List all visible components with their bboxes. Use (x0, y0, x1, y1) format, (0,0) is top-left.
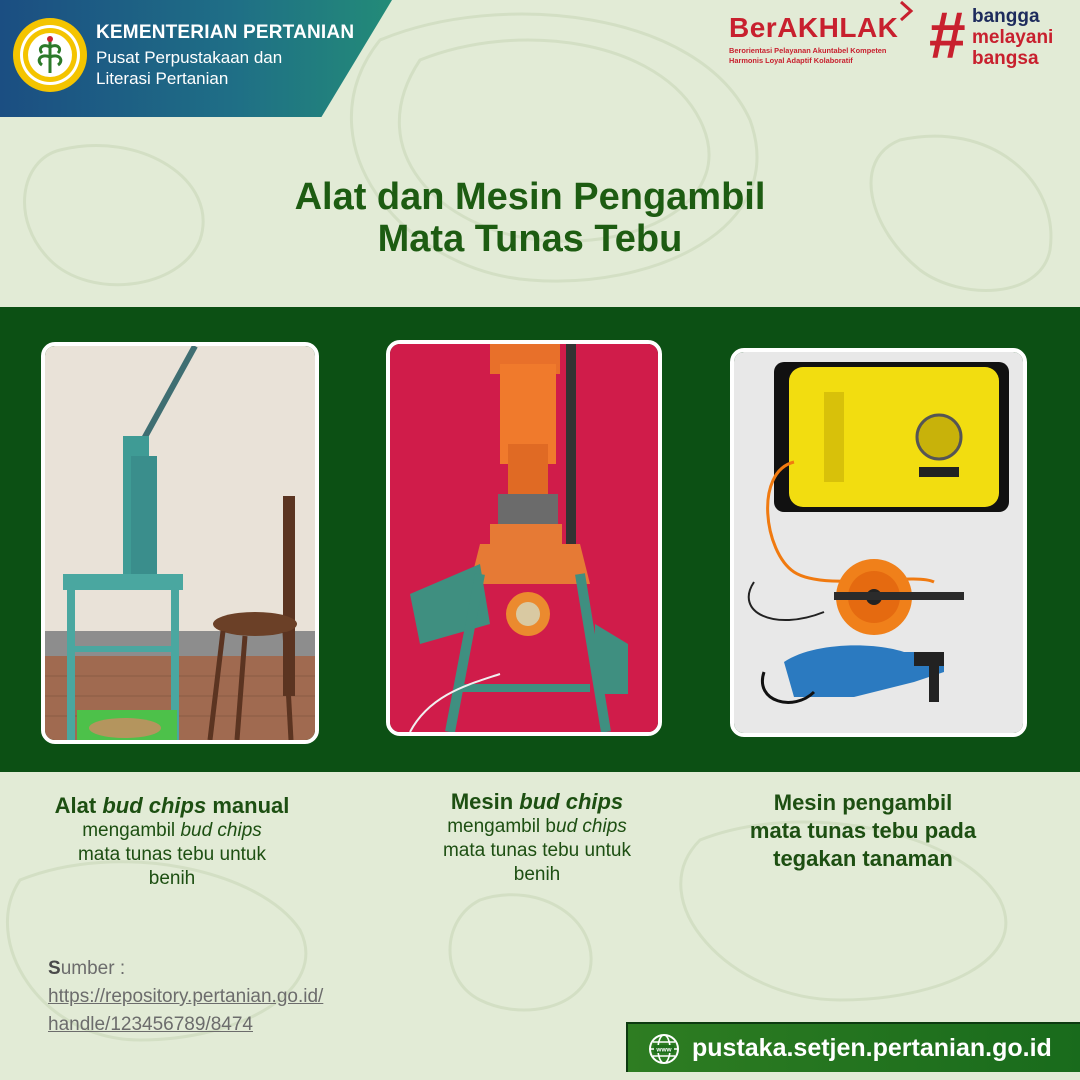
page-title-line-2: Mata Tunas Tebu (377, 218, 683, 260)
caption-heading-line: mata tunas tebu pada (749, 818, 977, 843)
caption-heading-line: tegakan tanaman (773, 846, 953, 871)
caption-manual-bud-chips (34, 793, 310, 891)
caption-heading-line: Mesin pengambil (773, 790, 953, 815)
page-title (0, 176, 1060, 260)
caption-body-line: benih (148, 868, 196, 889)
berakhlak-logo: BerAKHLAK (729, 12, 899, 43)
caption-heading-part: Alat (54, 793, 103, 818)
source-link[interactable] (48, 983, 428, 1039)
caption-body-italic: bud chips (180, 820, 262, 841)
caption-bud-chips-machine (400, 789, 674, 887)
caption-body-part: mengambil (82, 820, 181, 841)
source-link-line-2[interactable]: handle/123456789/8474 (48, 1014, 253, 1035)
source-label-initial: S (48, 958, 61, 979)
caption-heading (400, 789, 674, 815)
page-title-line-1: Alat dan Mesin Pengambil (294, 176, 766, 218)
ministry-subtitle: Pusat Perpustakaan dan Literasi Pertanian (96, 48, 283, 88)
caption-body-line: benih (513, 864, 561, 885)
berakhlak-tagline-line-2: Harmonis Loyal Adaptif Kolaboratif (729, 56, 853, 65)
manual-bud-chip-press-photo (41, 342, 319, 744)
caption-body (34, 819, 310, 891)
caption-body-line: mata tunas tebu untuk (77, 844, 266, 865)
berakhlak-tagline (729, 46, 919, 66)
caption-body-line: mata tunas tebu untuk (442, 840, 631, 861)
website-url-bar[interactable] (626, 1022, 1080, 1072)
caption-heading-part: manual (206, 793, 290, 818)
caption-standing-crop-machine (718, 789, 1008, 873)
bangsa-text: bangsa (972, 48, 1039, 69)
bud-chip-machine-photo (386, 340, 662, 736)
svg-text:www: www (656, 1046, 672, 1054)
berakhlak-tagline-line-1: Berorientasi Pelayanan Akuntabel Kompeten (729, 46, 887, 55)
caption-body (400, 815, 674, 887)
chevron-right-icon (897, 0, 917, 22)
website-url[interactable]: pustaka.setjen.pertanian.go.id (692, 1034, 1052, 1062)
caption-heading-italic: bud chips (519, 789, 624, 814)
bangga-melayani-bangsa-logo (972, 6, 1072, 69)
generator-and-drill-photo (730, 348, 1027, 737)
caption-heading (34, 793, 310, 819)
caption-body-line (34, 819, 310, 843)
caption-heading-part: Mesin (450, 789, 520, 814)
source-label-rest: umber : (60, 958, 126, 979)
source-link-line-1[interactable]: https://repository.pertanian.go.id/ (48, 986, 324, 1007)
caption-heading-italic: bud chips (102, 793, 207, 818)
hashtag-icon: # (928, 0, 965, 72)
ministry-logo-icon (12, 17, 88, 93)
melayani-text: melayani (972, 27, 1054, 48)
source-block (48, 955, 428, 1039)
caption-body-italic: ud chips (556, 816, 627, 837)
source-label (48, 955, 428, 983)
bangga-text: bangga (972, 6, 1040, 27)
caption-body-line (400, 815, 674, 839)
caption-body-part: mengambil b (447, 816, 556, 837)
www-globe-icon (648, 1033, 680, 1065)
ministry-title: KEMENTERIAN PERTANIAN (96, 22, 355, 43)
